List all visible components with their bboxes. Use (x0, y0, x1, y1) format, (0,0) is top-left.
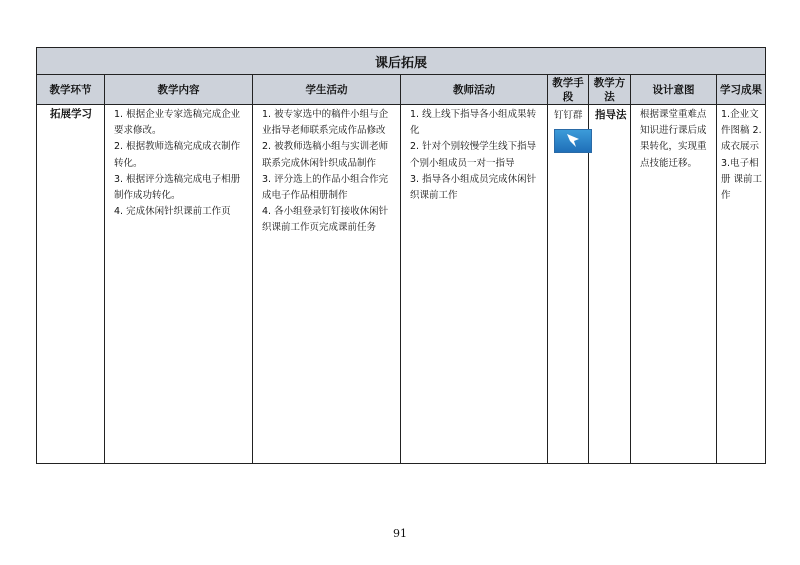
header-student-activity: 学生活动 (253, 75, 401, 105)
student-item: 2. 被教师选稿小组与实训老师联系完成休闲针织成品制作 (262, 141, 389, 169)
stage-cell (37, 105, 105, 464)
content-item: 4. 完成休闲针织课前工作页 (114, 206, 231, 218)
header-tools: 教学手段 (548, 75, 589, 105)
tools-cell (548, 105, 589, 464)
design-cell (631, 105, 717, 464)
teacher-item: 3. 指导各小组成员完成休闲针织课前工作 (410, 173, 537, 202)
content-item: 3. 根据评分选稿完成电子相册制作成功转化。 (114, 173, 241, 202)
tool-label: 钉钉群 (554, 110, 583, 121)
dingtalk-icon (554, 129, 592, 153)
header-stage: 教学环节 (37, 75, 105, 105)
student-item: 1. 被专家选中的稿件小组与企业指导老师联系完成作品修改 (262, 109, 389, 137)
outcomes-cell (717, 105, 766, 464)
student-cell (253, 105, 401, 464)
student-item: 3. 评分选上的作品小组合作完成电子作品相册制作 (262, 173, 389, 202)
teacher-cell (401, 105, 548, 464)
header-outcomes: 学习成果 (717, 75, 766, 105)
teacher-item: 2. 针对个别较慢学生线下指导个别小组成员一对一指导 (410, 141, 537, 169)
design-text: 根据课堂重难点知识进行课后成果转化，实现重点技能迁移。 (640, 109, 707, 169)
outcomes-text: 1.企业文件图稿 2.成衣展示 3.电子相册 课前工作 (721, 109, 763, 202)
stage-text: 拓展学习 (50, 108, 92, 120)
page-number: 91 (393, 527, 407, 540)
header-content: 教学内容 (105, 75, 253, 105)
teacher-item: 1. 线上线下指导各小组成果转化 (410, 109, 537, 137)
method-cell (589, 105, 631, 464)
content-item: 1. 根据企业专家选稿完成企业要求修改。 (114, 109, 241, 137)
content-cell (105, 105, 253, 464)
header-design: 设计意图 (631, 75, 717, 105)
content-item: 2. 根据教师选稿完成成衣制作转化。 (114, 141, 241, 169)
lesson-plan-table (36, 47, 766, 464)
header-method: 教学方法 (589, 75, 631, 105)
student-item: 4. 各小组登录钉钉接收休闲针织课前工作页完成课前任务 (262, 206, 389, 234)
table-title: 课后拓展 (37, 48, 766, 75)
header-teacher-activity: 教师活动 (401, 75, 548, 105)
method-text: 指导法 (595, 109, 627, 121)
